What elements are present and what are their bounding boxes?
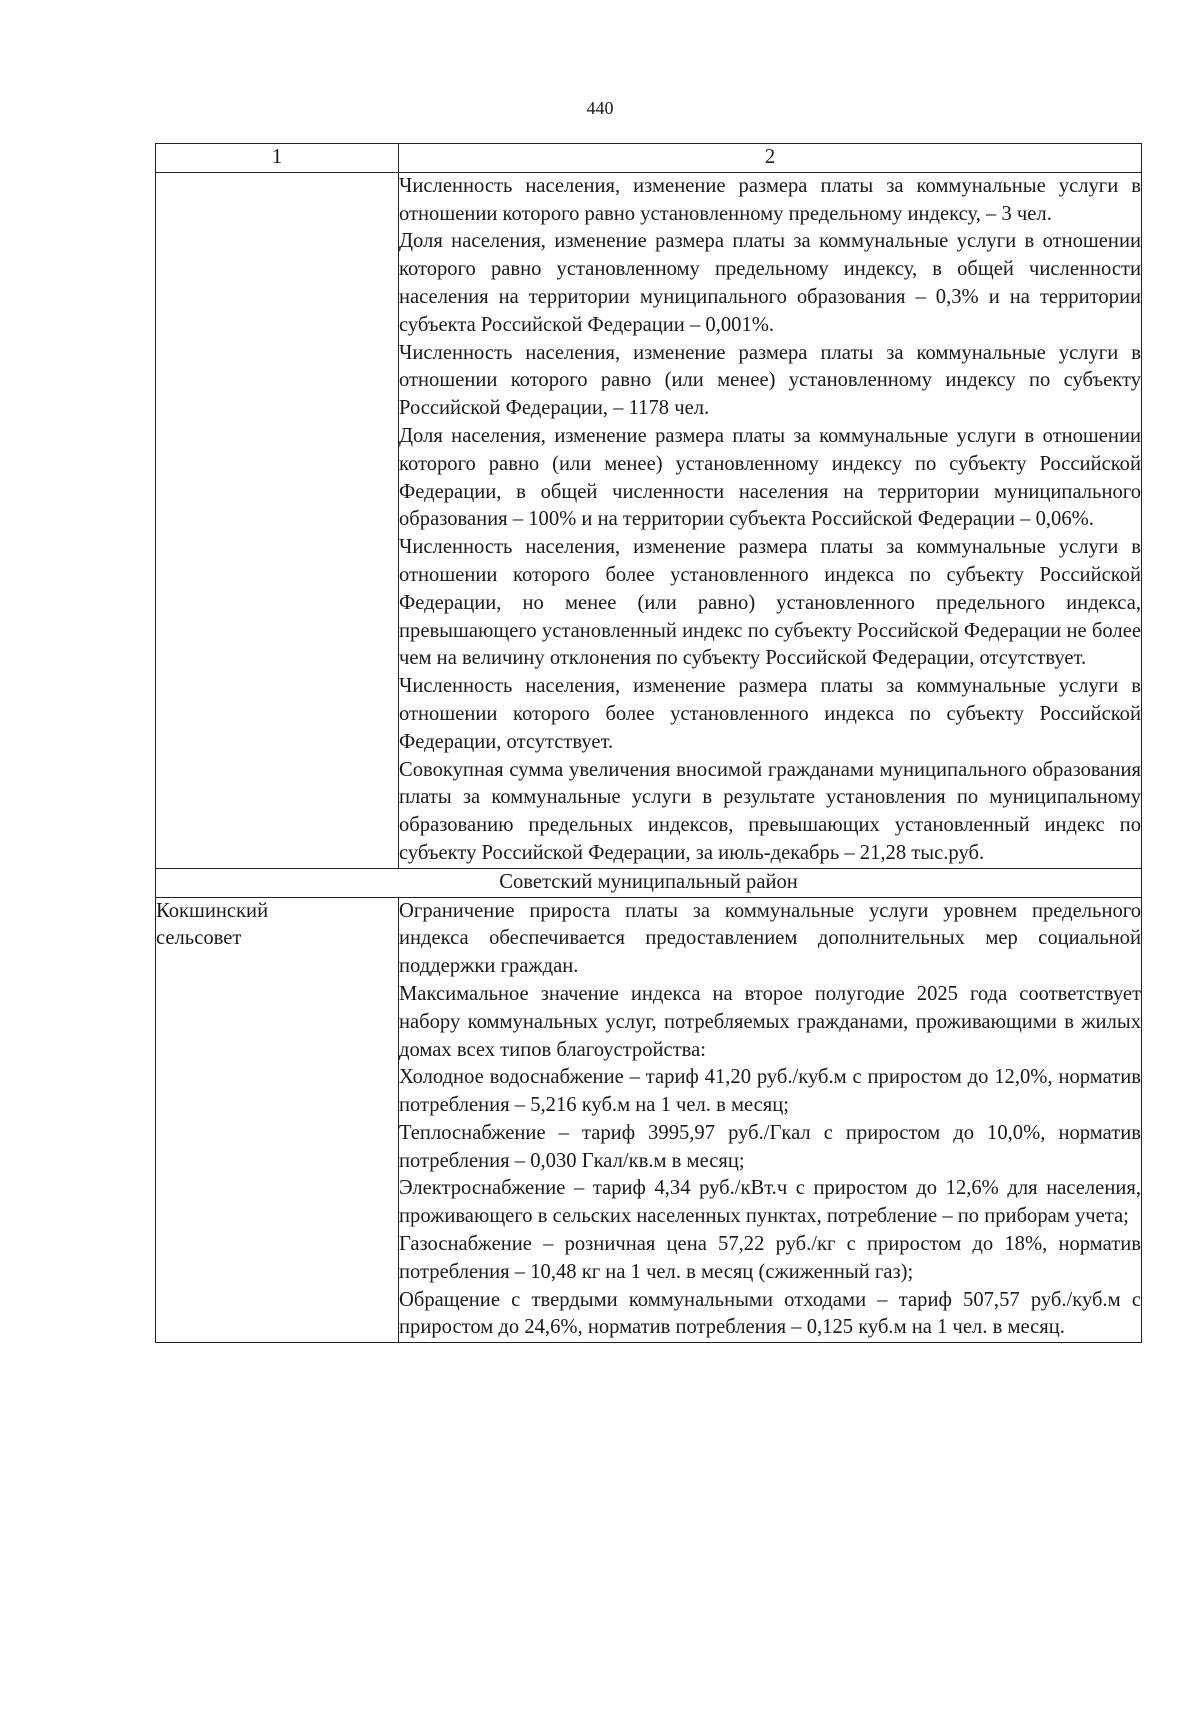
- paragraph: Газоснабжение – розничная цена 57,22 руб./кг с приростом до 18%, норматив потребления – 10,48 кг на 1 чел. в месяц (сжиженный газ);: [399, 1233, 1141, 1283]
- page-number: 440: [586, 98, 614, 118]
- name-cell-empty: [156, 172, 399, 868]
- paragraph: Совокупная сумма увеличения вносимой гражданами муниципального образования платы за коммунальные услуги в результате установления по муниципальному образованию предельных индексов, превышающих установленный индекс по субъекту Российской Федерации, за июль-декабрь – 21,28 тыс.руб.: [399, 758, 1141, 864]
- paragraph: Ограничение прироста платы за коммунальные услуги уровнем предельного индекса обеспечивается предоставлением дополнительных мер социальной поддержки граждан.: [399, 899, 1141, 978]
- data-table: [155, 143, 1142, 1343]
- paragraph: Обращение с твердыми коммунальными отходами – тариф 507,57 руб./куб.м с приростом до 24,6%, норматив потребления – 0,125 куб.м на 1 чел. в месяц.: [399, 1288, 1141, 1339]
- header-cell-2: 2: [399, 144, 1142, 173]
- municipality-name-line: Кокшинский: [156, 899, 269, 922]
- header-row: [156, 144, 1142, 173]
- paragraph: Численность населения, изменение размера платы за коммунальные услуги в отношении которого более установленного индекса по субъекту Российской Федерации, но менее (или равно) установленного предельного индекса, превышающего установленный индекс по субъекту Российской Федерации не более чем на величину отклонения по субъекту Российской Федерации, отсутствует.: [399, 536, 1141, 670]
- municipality-name-cell: [156, 897, 399, 1343]
- section-row: [156, 868, 1142, 897]
- paragraph: Доля населения, изменение размера платы за коммунальные услуги в отношении которого равно (или менее) установленному индексу по субъекту Российской Федерации, в общей численности населения на территории муниципального образования – 100% и на территории субъекта Российской Федерации – 0,06%.: [399, 424, 1141, 531]
- paragraph: Численность населения, изменение размера платы за коммунальные услуги в отношении которого равно установленному предельному индексу, – 3 чел.: [399, 174, 1141, 225]
- text-cell: [399, 172, 1142, 868]
- paragraph: Теплоснабжение – тариф 3995,97 руб./Гкал с приростом до 10,0%, норматив потребления – 0,030 Гкал/кв.м в месяц;: [399, 1121, 1141, 1172]
- text-cell: [399, 897, 1142, 1343]
- header-cell-1: 1: [156, 144, 399, 173]
- paragraph: Доля населения, изменение размера платы за коммунальные услуги в отношении которого равно установленному предельному индексу, в общей численности населения на территории муниципального образования – 0,3% и на территории субъекта Российской Федерации – 0,001%.: [399, 230, 1141, 336]
- paragraph: Численность населения, изменение размера платы за коммунальные услуги в отношении которого более установленного индекса по субъекту Российской Федерации, отсутствует.: [399, 675, 1141, 753]
- paragraph: Максимальное значение индекса на второе полугодие 2025 года соответствует набору коммунальных услуг, потребляемых гражданами, проживающими в жилых домах всех типов благоустройства:: [399, 982, 1141, 1061]
- table-row: [156, 172, 1142, 868]
- table-row: [156, 897, 1142, 1343]
- paragraph: Численность населения, изменение размера платы за коммунальные услуги в отношении которого равно (или менее) установленному индексу по субъекту Российской Федерации, – 1178 чел.: [399, 341, 1141, 420]
- paragraph: Холодное водоснабжение – тариф 41,20 руб./куб.м с приростом до 12,0%, норматив потребления – 5,216 куб.м на 1 чел. в месяц;: [399, 1066, 1141, 1117]
- section-title: Советский муниципальный район: [156, 868, 1142, 897]
- paragraph: Электроснабжение – тариф 4,34 руб./кВт.ч с приростом до 12,6% для населения, проживающего в сельских населенных пунктах, потребление – по приборам учета;: [399, 1177, 1141, 1228]
- municipality-name-line: сельсовет: [156, 927, 242, 950]
